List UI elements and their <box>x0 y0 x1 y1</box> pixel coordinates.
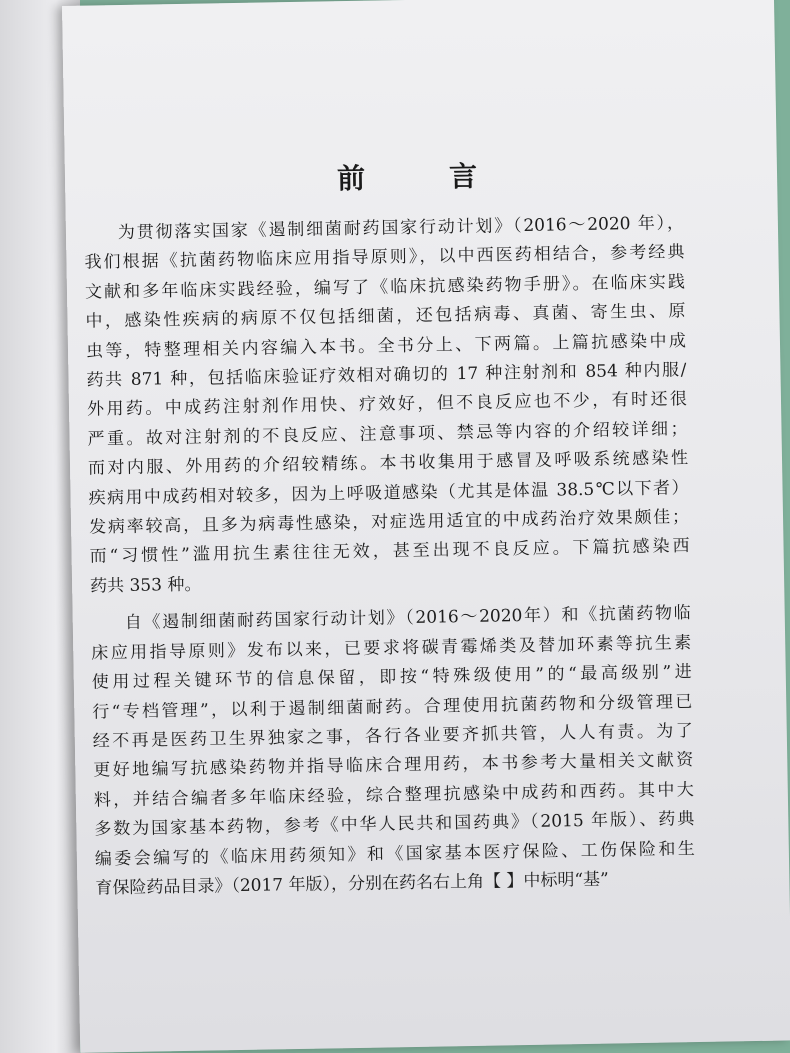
text-line: 而“习惯性”滥用抗生素往往无效，甚至出现不良反应。下篇抗感染西 <box>89 536 690 568</box>
text-line: 中，感染性疾病的病原不仅包括细菌，还包括病毒、真菌、寄生虫、原 <box>85 301 686 332</box>
text-line: 为贯彻落实国家《遏制细菌耐药国家行动计划》（2016～2020 年）， <box>117 213 685 244</box>
text-line: 编委会编写的《临床用药须知》和《国家基本医疗保险、工伤保险和生 <box>94 838 695 870</box>
text-line: 药共 353 种。 <box>89 574 202 597</box>
text-line: 育保险药品目录》（2017 年版），分别在药名右上角【 】中标明“基” <box>95 869 609 899</box>
text-line: 我们根据《抗菌药物临床应用指导原则》，以中西医药相结合，参考经典 <box>84 242 685 274</box>
text-line: 而对内服、外用药的介绍较精练。本书收集用于感冒及呼吸系统感染性 <box>87 448 689 479</box>
text-line: 经不再是医药卫生界独家之事，各行各业要齐抓共管，人人有责。为了 <box>92 721 693 752</box>
text-line: 多数为国家基本药物，参考《中华人民共和国药典》（2015 年版）、药典 <box>94 809 695 840</box>
text-line: 床应用指导原则》发布以来，已要求将碳青霉烯类及替加环素等抗生素 <box>91 632 692 664</box>
preface-body <box>84 209 696 904</box>
text-line: 更好地编写抗感染药物并指导临床合理用药，本书参考大量相关文献资 <box>93 750 694 781</box>
text-line: 行“专档管理”，以利于遏制细菌耐药。合理使用抗菌药物和分级管理已 <box>92 691 693 723</box>
text-line: 自《遏制细菌耐药国家行动计划》（2016～2020年）和《抗菌药物临 <box>124 603 691 634</box>
book-page <box>62 0 790 1053</box>
text-line: 外用药。中成药注射剂作用快、疗效好，但不良反应也不少，有时还很 <box>86 389 688 421</box>
text-line: 严重。故对注射剂的不良反应、注意事项、禁忌等内容的介绍较详细； <box>87 418 688 450</box>
text-line: 文献和多年临床实践经验，编写了《临床抗感染药物手册》。在临床实践 <box>84 271 686 303</box>
page-title: 前 言 <box>336 159 506 196</box>
text-line: 虫等，特整理相关内容编入本书。全书分上、下两篇。上篇抗感染中成 <box>85 330 687 362</box>
text-line: 料，并结合编者多年临床经验，综合整理抗感染中成药和西药。其中大 <box>93 779 694 811</box>
text-line: 发病率较高，且多为病毒性感染，对症选用适宜的中成药治疗效果颇佳； <box>88 507 690 538</box>
text-line: 药共 871 种，包括临床验证疗效相对确切的 17 种注射剂和 854 种内服/ <box>86 360 687 391</box>
text-line: 疾病用中成药相对较多，因为上呼吸道感染（尤其是体温 38.5℃以下者） <box>88 477 689 509</box>
text-line: 使用过程关键环节的信息保留，即按“特殊级使用”的“最高级别”进 <box>91 662 692 693</box>
